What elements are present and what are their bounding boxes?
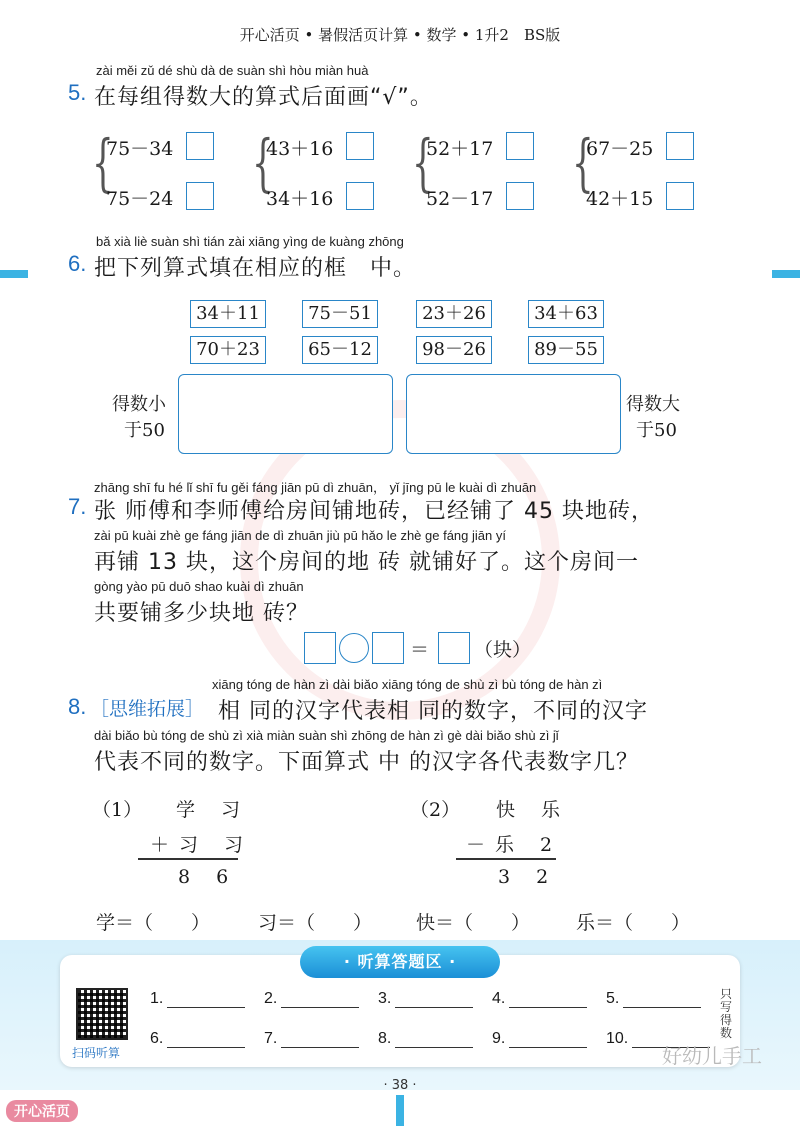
- q7-pinyin-3: gòng yào pū duō shao kuài dì zhuān: [94, 579, 304, 594]
- q7-number-box[interactable]: [304, 632, 336, 664]
- q6-expression-chip[interactable]: 98－26: [416, 336, 492, 364]
- answer-slot[interactable]: 10.: [606, 1030, 710, 1048]
- watermark-text: 好幼儿手工: [662, 1044, 762, 1068]
- q5-check-box[interactable]: [666, 132, 694, 160]
- q6-expression-chip[interactable]: 23＋26: [416, 300, 492, 328]
- less-than-50-label-2: 于50: [124, 420, 165, 441]
- q7-result-box[interactable]: [438, 632, 470, 664]
- q5-brace-4: {: [572, 126, 594, 199]
- q8-number: 8.: [68, 694, 87, 719]
- greater-than-50-label-2: 于50: [636, 420, 677, 441]
- problem-2-row-1: 快 乐: [496, 799, 571, 821]
- q6-expression-chip[interactable]: 75－51: [302, 300, 378, 328]
- q7-operator-circle[interactable]: [339, 633, 369, 663]
- footer-strip: [396, 1095, 404, 1126]
- qr-code-icon[interactable]: [76, 988, 128, 1040]
- q6-expression-chip[interactable]: 34＋63: [528, 300, 604, 328]
- answer-slot[interactable]: 3.: [378, 990, 473, 1008]
- page-header: 开心活页 • 暑假活页计算 • 数学 • 1升2 BS版: [239, 26, 561, 44]
- q5-expr: 34＋16: [266, 188, 334, 210]
- greater-than-50-box[interactable]: [406, 374, 621, 454]
- answer-slot[interactable]: 1.: [150, 990, 245, 1008]
- answer-slot[interactable]: 8.: [378, 1030, 473, 1048]
- q5-number: 5.: [68, 80, 87, 105]
- q7-pinyin-1: zhāng shī fu hé lǐ shī fu gěi fáng jiān pū dì zhuān， yǐ jīng pū le kuài dì zhuān: [94, 480, 537, 495]
- q5-check-box[interactable]: [506, 132, 534, 160]
- q7-number: 7.: [68, 494, 87, 519]
- q5-pinyin: zài měi zǔ dé shù dà de suàn shì hòu miàn huà: [96, 63, 369, 78]
- problem-2-result: 3 2: [498, 866, 559, 888]
- q5-expr: 52－17: [426, 188, 494, 210]
- q6-number: 6.: [68, 251, 87, 276]
- q5-expr: 43＋16: [266, 138, 334, 160]
- q7-line-2: 再铺 13 块，这个房间的地 砖 就铺好了。这个房间一: [94, 550, 639, 575]
- q6-expression-chip[interactable]: 89－55: [528, 336, 604, 364]
- q7-line-3: 共要铺多少块地 砖？: [94, 601, 309, 626]
- problem-1-rule: [138, 858, 238, 860]
- q6-expression-chip[interactable]: 65－12: [302, 336, 378, 364]
- problem-2-rule: [456, 858, 556, 860]
- problem-1-result: 8 6: [178, 866, 239, 888]
- q7-line-1: 张 师傅和李师傅给房间铺地砖，已经铺了 45 块地砖，: [94, 499, 654, 524]
- q7-unit: （块）: [474, 639, 532, 661]
- problem-1-row-2: ＋习 习: [150, 834, 254, 856]
- q8-pinyin-2: dài biǎo bù tóng de shù zì xià miàn suàn shì zhōng de hàn zì gè dài biǎo shù zì jǐ: [94, 728, 559, 743]
- less-than-50-label-1: 得数小: [112, 394, 166, 415]
- brand-logo: 开心活页: [6, 1100, 78, 1122]
- left-side-tab: [0, 270, 28, 278]
- answer-kuai[interactable]: 快＝（ ）: [416, 912, 531, 934]
- q5-expr: 42＋15: [586, 188, 654, 210]
- right-side-tab: [772, 270, 800, 278]
- q8-line-1: 相 同的汉字代表相 同的数字，不同的汉字: [218, 699, 648, 724]
- answer-slot[interactable]: 6.: [150, 1030, 245, 1048]
- problem-1-row-1: 学 习: [176, 799, 251, 821]
- q7-number-box[interactable]: [372, 632, 404, 664]
- q5-brace-2: {: [252, 126, 274, 199]
- problem-1-label: （1）: [92, 799, 143, 821]
- q5-expr: 75－24: [106, 188, 174, 210]
- listening-title: · 听算答题区 ·: [300, 946, 500, 978]
- q5-check-box[interactable]: [186, 182, 214, 210]
- q6-pinyin: bǎ xià liè suàn shì tián zài xiāng yìng de kuàng zhōng: [96, 234, 404, 249]
- q5-brace-1: {: [92, 126, 114, 199]
- q5-expr: 75－34: [106, 138, 174, 160]
- q6-expression-chip[interactable]: 34＋11: [190, 300, 266, 328]
- q5-check-box[interactable]: [186, 132, 214, 160]
- q5-check-box[interactable]: [666, 182, 694, 210]
- q8-line-2: 代表不同的数字。下面算式 中 的汉字各代表数字几？: [94, 750, 639, 775]
- answer-le[interactable]: 乐＝（ ）: [576, 912, 691, 934]
- answer-slot[interactable]: 7.: [264, 1030, 359, 1048]
- answer-slot[interactable]: 2.: [264, 990, 359, 1008]
- q6-text: 把下列算式填在相应的框 中。: [94, 256, 417, 281]
- greater-than-50-label-1: 得数大: [626, 394, 680, 415]
- answer-slot[interactable]: 4.: [492, 990, 587, 1008]
- answer-note: 只写得数: [719, 987, 732, 1040]
- answer-xi[interactable]: 习＝（ ）: [258, 912, 373, 934]
- q5-expr: 67－25: [586, 138, 654, 160]
- q6-expression-chip[interactable]: 70＋23: [190, 336, 266, 364]
- q5-text: 在每组得数大的算式后面画“√”。: [94, 85, 433, 110]
- qr-label: 扫码听算: [72, 1046, 121, 1060]
- answer-xue[interactable]: 学＝（ ）: [96, 912, 211, 934]
- less-than-50-box[interactable]: [178, 374, 393, 454]
- answer-slot[interactable]: 9.: [492, 1030, 587, 1048]
- q5-brace-3: {: [412, 126, 434, 199]
- q5-check-box[interactable]: [506, 182, 534, 210]
- page-number: · 38 ·: [383, 1078, 417, 1093]
- q8-tag: ［思维拓展］: [90, 698, 205, 720]
- answer-slot[interactable]: 5.: [606, 990, 701, 1008]
- q7-pinyin-2: zài pū kuài zhè ge fáng jiān de dì zhuān jiù pū hǎo le zhè ge fáng jiān yí: [94, 528, 506, 543]
- q7-equals: ＝: [410, 639, 430, 661]
- q8-pinyin-1: xiāng tóng de hàn zì dài biǎo xiāng tóng de shù zì bù tóng de hàn zì: [212, 677, 603, 692]
- q5-check-box[interactable]: [346, 182, 374, 210]
- problem-2-row-2: －乐 2: [466, 834, 563, 856]
- q5-check-box[interactable]: [346, 132, 374, 160]
- q5-expr: 52＋17: [426, 138, 494, 160]
- problem-2-label: （2）: [410, 799, 461, 821]
